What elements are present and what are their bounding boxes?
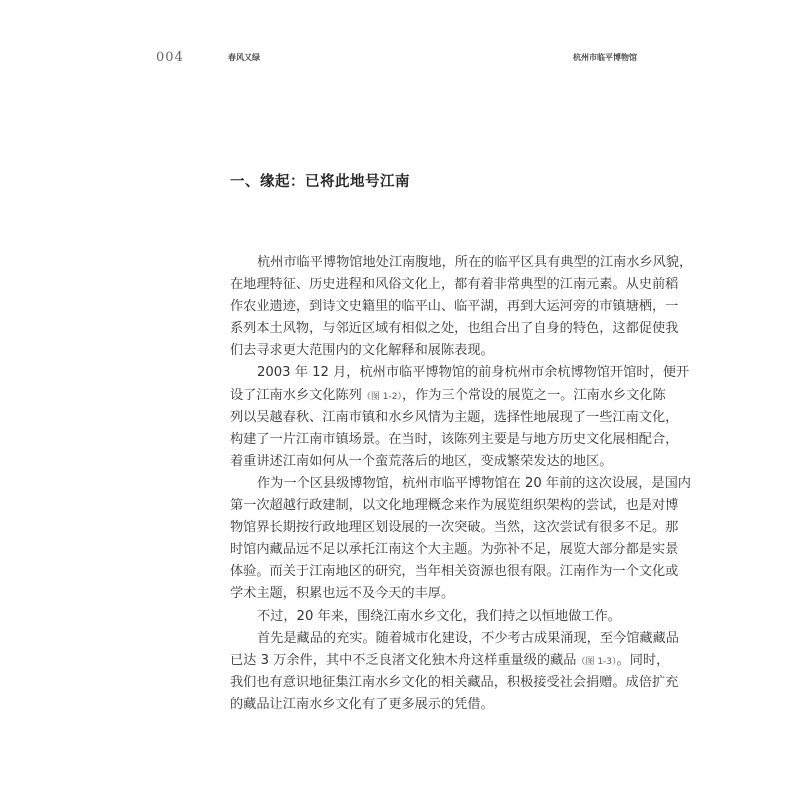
section-heading: 一、缘起：已将此地号江南	[230, 174, 410, 190]
text-line: 在地理特征、历史进程和风俗文化上，都有着非常典型的江南元素。从史前稻	[230, 277, 679, 293]
text-run: 设了江南水乡文化陈列	[230, 387, 362, 403]
section-title: 杭州市临平博物馆	[573, 53, 637, 62]
text-line: 系列本土风物，与邻近区域有相似之处，也组合出了自身的特色，这都促使我	[230, 321, 679, 337]
text-line: 们去寻求更大范围内的文化解释和展陈表现。	[230, 343, 494, 359]
figure-reference: （图 1-2）	[361, 391, 402, 402]
text-line: 着重讲述江南如何从一个蛮荒落后的地区，变成繁荣发达的地区。	[230, 453, 613, 469]
text-line: 不过，20 年来，围绕江南水乡文化，我们持之以恒地做工作。	[257, 608, 621, 624]
text-run: 。同时，	[616, 652, 670, 668]
page-number: 004	[156, 50, 184, 65]
book-title: 春风又绿	[228, 53, 260, 62]
text-line: 首先是藏品的充实。随着城市化建设，不少考古成果涌现，至今馆藏藏品	[257, 630, 679, 646]
text-line: 作为一个区县级博物馆，杭州市临平博物馆在 20 年前的这次设展，是国内	[257, 475, 691, 491]
figure-reference: （图 1-3）	[576, 656, 617, 667]
text-line	[230, 385, 666, 407]
text-line: 第一次超越行政建制，以文化地理概念来作为展览组织架构的尝试，也是对博	[230, 498, 679, 514]
text-line: 2003 年 12 月，杭州市临平博物馆的前身杭州市余杭博物馆开馆时，便开	[257, 365, 690, 381]
text-line: 作农业遗迹，到诗文史籍里的临平山、临平湖，再到大运河旁的市镇塘栖，一	[230, 299, 679, 315]
body-text	[230, 252, 693, 716]
text-line: 构建了一片江南市镇场景。在当时，该陈列主要是与地方历史文化展相配合，	[230, 431, 679, 447]
text-line: 我们也有意识地征集江南水乡文化的相关藏品，积极接受社会捐赠。成倍扩充	[230, 674, 679, 690]
text-line: 列以吴越春秋、江南市镇和水乡风情为主题，选择性地展现了一些江南文化，	[230, 409, 679, 425]
text-line: 体验。而关于江南地区的研究，当年相关资源也很有限。江南作为一个文化或	[230, 564, 679, 580]
text-line: 时馆内藏品远不足以承托江南这个大主题。为弥补不足，展览大部分都是实景	[230, 542, 679, 558]
text-line: 杭州市临平博物馆地处江南腹地，所在的临平区具有典型的江南水乡风貌，	[257, 255, 693, 270]
text-run: ，作为三个常设的展览之一。江南水乡文化陈	[401, 387, 666, 403]
text-line: 物馆界长期按行政地理区划设展的一次突破。当然，这次尝试有很多不足。那	[230, 520, 679, 536]
text-line: 学术主题，积累也远不及今天的丰厚。	[230, 586, 455, 602]
text-line: 的藏品让江南水乡文化有了更多展示的凭借。	[230, 696, 494, 712]
text-run: 已达 3 万余件，其中不乏良渚文化独木舟这样重量级的藏品	[230, 652, 577, 668]
text-line	[230, 650, 670, 672]
